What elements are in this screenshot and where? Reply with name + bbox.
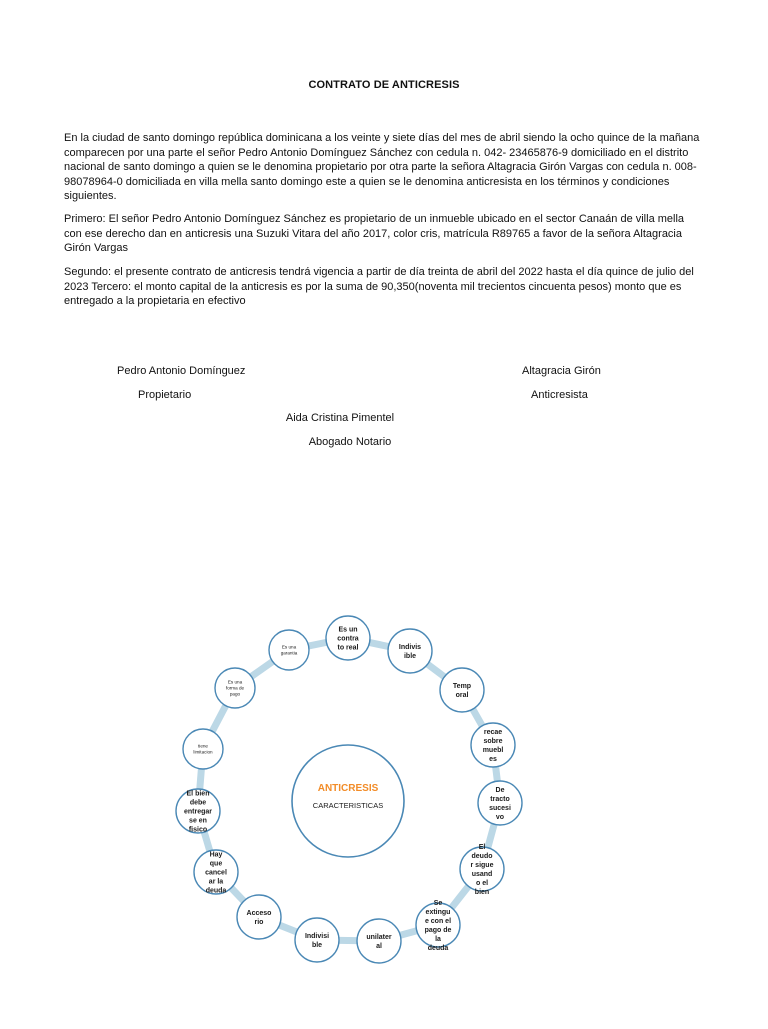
characteristic-node-label: tracto: [490, 795, 510, 803]
characteristic-node-label: Es una: [281, 644, 297, 650]
characteristic-node-label: contra: [337, 635, 359, 643]
characteristic-node-label: Acceso: [246, 909, 272, 917]
characteristic-node-label: recae: [483, 728, 503, 736]
characteristic-node-label: muebl: [482, 746, 504, 754]
document-title: CONTRATO DE ANTICRESIS: [308, 79, 460, 91]
characteristic-node-label: Hay: [209, 851, 223, 859]
characteristic-node: [295, 918, 339, 962]
notary-role: Abogado Notario: [308, 436, 392, 448]
characteristic-node: [440, 668, 484, 712]
center-subtitle: CARACTERISTICAS: [312, 801, 384, 810]
creditor-role: Anticresista: [531, 389, 588, 401]
characteristic-node-label: Se: [433, 899, 443, 907]
characteristic-node-circle: [357, 919, 401, 963]
characteristic-node-label: unilater: [366, 933, 392, 941]
characteristic-node-circle: [388, 629, 432, 673]
characteristic-node: [194, 850, 238, 894]
characteristic-node-label: que: [209, 860, 223, 868]
characteristic-node-label: la: [435, 935, 441, 943]
characteristic-node-label: Temp: [452, 682, 472, 690]
characteristic-node-circle: [440, 668, 484, 712]
characteristic-node-label: Es un: [338, 626, 358, 634]
characteristic-node-label: El bien: [186, 790, 210, 798]
characteristic-node-label: pago de: [424, 926, 452, 934]
characteristic-node-label: deuda: [205, 887, 227, 895]
characteristic-node: [183, 729, 223, 769]
characteristic-node-label: r sigue: [470, 861, 494, 869]
creditor-name: Altagracia Girón: [522, 365, 601, 377]
characteristic-node-label: Indivisi: [304, 932, 330, 940]
characteristic-node-label: deudo: [471, 852, 493, 860]
characteristic-node-label: rio: [254, 918, 264, 926]
characteristic-node-label: ar la: [208, 878, 224, 886]
owner-name: Pedro Antonio Domínguez: [117, 365, 246, 377]
intro-paragraph: En la ciudad de santo domingo república dominicana a los veinte y siete días del mes de abril siendo la ocho quince de la mañana comparecen por una parte el señor Pedro Antonio Domínguez Sánchez con cedula n. 042- 23465876-9 domiciliado en el distrito nacional de santo domingo a quien se le denomina propietario por otra parte la señora Altagracia Girón Vargas con cedula n. 008-98078964-0 domiciliada en villa mella santo domingo este a quien se le denomina anticresista en los términos y condiciones siguientes.: [64, 132, 700, 203]
characteristic-node-label: fisico: [188, 826, 208, 834]
notary-name: Aida Cristina Pimentel: [285, 412, 395, 424]
characteristic-node-circle: [237, 895, 281, 939]
characteristic-node-label: e con el: [424, 917, 452, 925]
characteristic-node: [176, 789, 220, 833]
characteristic-node-label: Indivis: [398, 643, 422, 651]
characteristic-node-label: vo: [495, 813, 505, 821]
characteristic-node-label: sucesi: [489, 804, 511, 812]
characteristic-node-label: sobre: [483, 737, 503, 745]
characteristic-node: [388, 629, 432, 673]
characteristic-node-label: De: [495, 786, 505, 794]
diagram-canvas: [0, 560, 768, 1024]
characteristic-node-label: ible: [403, 652, 417, 660]
characteristic-node-label: garantia: [280, 650, 298, 656]
characteristic-node-label: pago: [229, 691, 241, 697]
characteristic-node-label: bien: [474, 888, 490, 896]
characteristic-node-label: es: [489, 755, 497, 763]
characteristic-node: [326, 616, 370, 660]
characteristic-node-label: limitacion: [193, 749, 213, 755]
characteristic-node-label: tiene: [198, 743, 208, 749]
characteristic-node-label: to real: [337, 644, 359, 652]
characteristic-node-label: o el: [475, 879, 489, 887]
characteristic-node-label: se en: [189, 817, 207, 825]
characteristics-diagram: [0, 560, 768, 1024]
characteristic-node-label: debe: [189, 799, 207, 807]
characteristic-node: [478, 781, 522, 825]
characteristic-node: [471, 723, 515, 767]
characteristic-node-label: usand: [471, 870, 493, 878]
characteristic-node-label: cancel: [205, 869, 227, 877]
characteristic-node: [237, 895, 281, 939]
characteristic-node-label: oral: [455, 691, 469, 699]
characteristic-node: [269, 630, 309, 670]
characteristic-node: [215, 668, 255, 708]
first-clause-paragraph: Primero: El señor Pedro Antonio Domínguez Sánchez es propietario de un inmueble ubicado en el sector Canaán de villa mella con ese derecho dan en anticresis una Suzuki Vitara del año 2017, color cris, matrícula R89765 a favor de la señora Altagracia Girón Vargas: [64, 213, 685, 255]
characteristic-node-label: Es una: [227, 679, 243, 685]
center-title: ANTICRESIS: [317, 783, 379, 794]
characteristic-node-label: deuda: [427, 944, 449, 952]
characteristic-node-label: extingu: [425, 908, 451, 916]
second-clause-paragraph: Segundo: el presente contrato de anticresis tendrá vigencia a partir de día treinta de abril del 2022 hasta el día quince de julio del 2023 Tercero: el monto capital de la anticresis es por la suma de 90,350(noventa mil trecientos cincuenta pesos) monto que es entregado a la propietaria en efectivo: [64, 266, 694, 308]
characteristic-node-label: El: [478, 843, 486, 851]
characteristic-node-label: entregar: [183, 808, 213, 816]
characteristic-node-label: al: [376, 942, 382, 950]
characteristic-node-label: ble: [311, 941, 323, 949]
owner-role: Propietario: [138, 389, 192, 401]
characteristic-node: [357, 919, 401, 963]
characteristic-node-circle: [295, 918, 339, 962]
characteristic-node-label: forma de: [225, 685, 245, 691]
